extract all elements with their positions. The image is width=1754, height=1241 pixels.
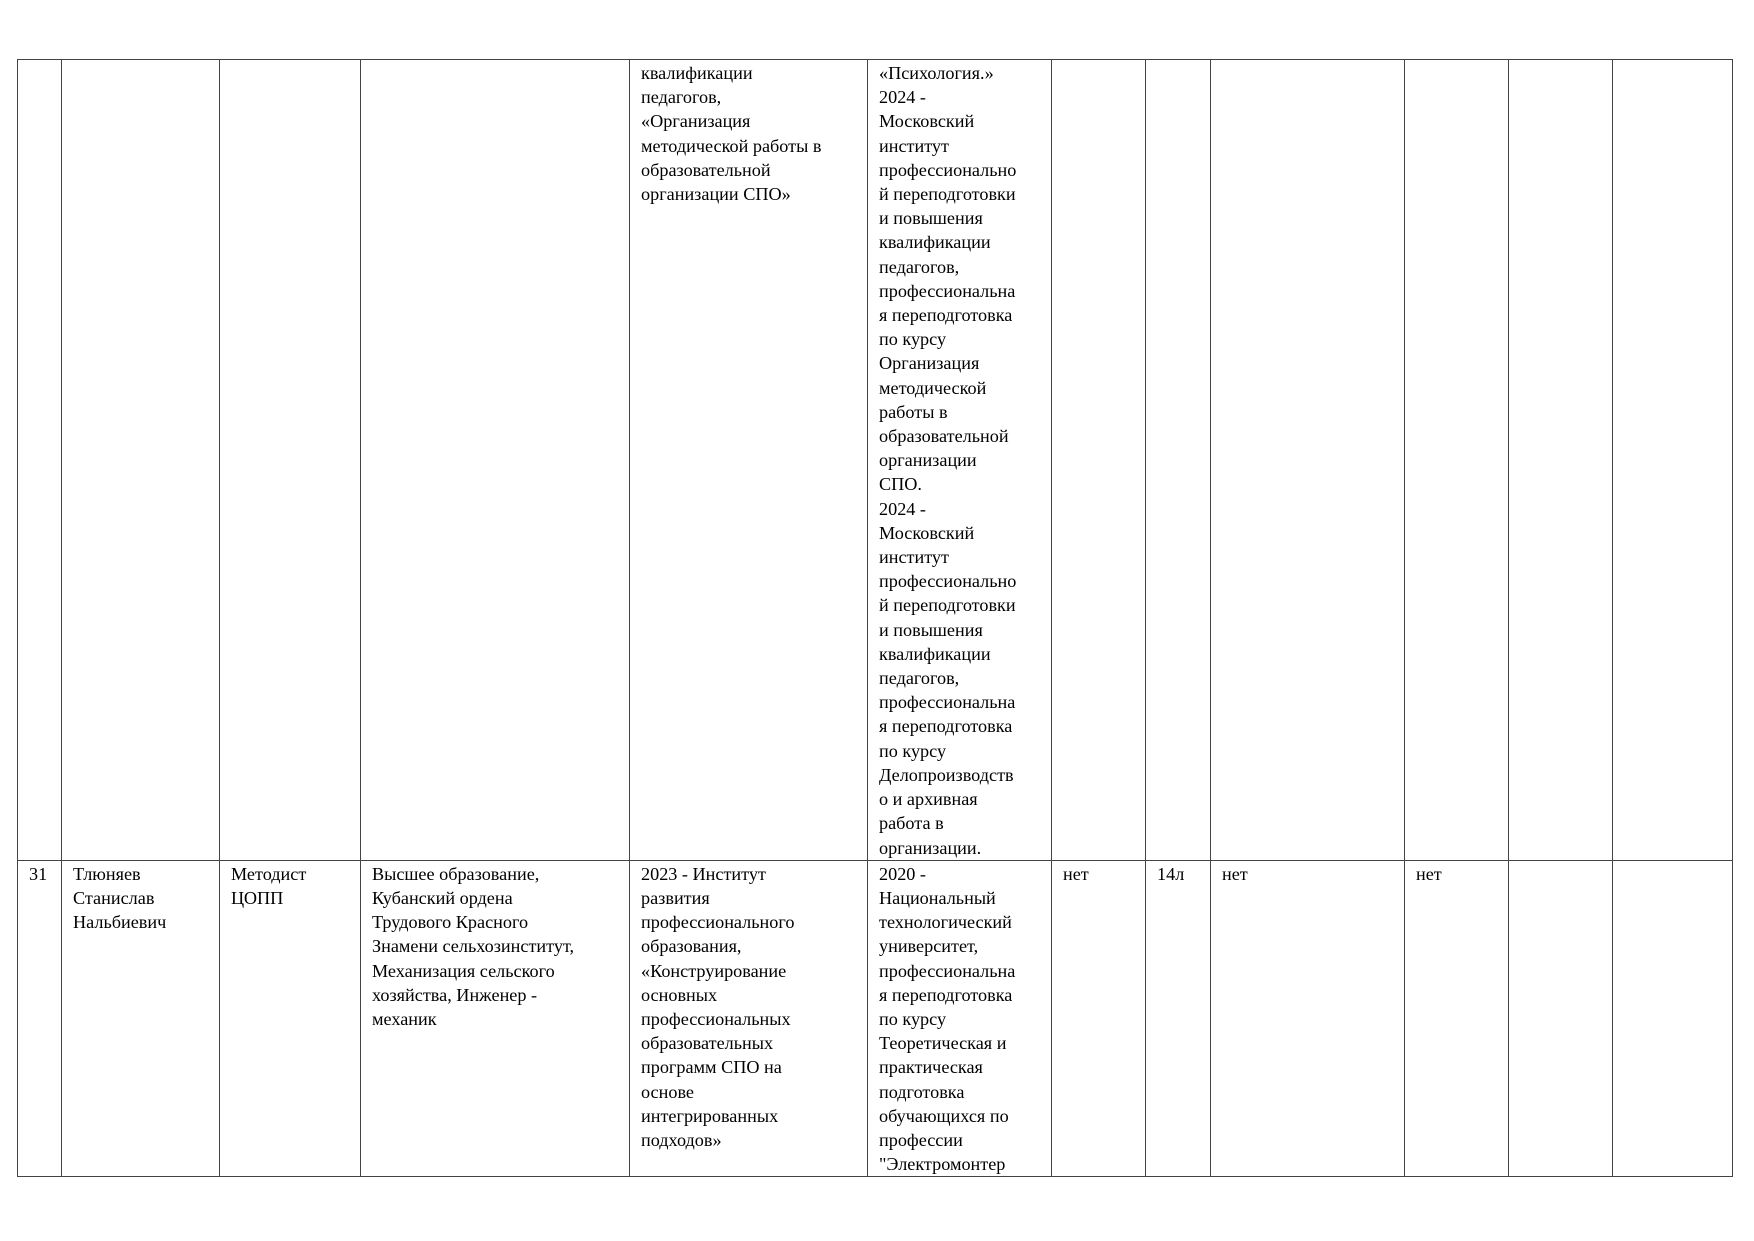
table-cell <box>1613 860 1733 1177</box>
cell-text-line: квалификации <box>641 63 753 83</box>
cell-text-line: Нальбиевич <box>73 912 167 933</box>
cell-text-line: "Электромонтер <box>879 1154 1006 1175</box>
cell-text-line: институт <box>879 547 949 568</box>
cell-text-line: по курсу <box>879 329 947 350</box>
cell-text-line: профессии <box>879 1129 963 1150</box>
cell-text-line: Национальный <box>879 887 996 908</box>
cell-text-line: Московский <box>879 522 975 543</box>
cell-text-line: профессиональна <box>879 692 1016 713</box>
table-cell <box>1509 860 1613 1177</box>
cell-text-line: профессионального <box>641 912 795 933</box>
cell-text-line: 31 <box>29 863 48 884</box>
cell-text-line: я переподготовка <box>879 305 1013 326</box>
cell-text-line: организации СПО» <box>641 184 791 205</box>
cell-text-line: интегрированных <box>641 1105 779 1126</box>
cell-text-line: 2024 - <box>879 498 926 519</box>
cell-text-line: практическая <box>879 1057 983 1078</box>
table-cell <box>361 860 630 1177</box>
table-cell <box>18 60 62 861</box>
cell-text-line: я переподготовка <box>879 716 1013 737</box>
table-cell <box>1146 60 1211 861</box>
cell-text-line: образовательной <box>879 426 1009 447</box>
cell-text-line: о и архивная <box>879 789 978 810</box>
cell-text-line: по курсу <box>879 740 947 761</box>
table-cell <box>1052 60 1146 861</box>
cell-text-line: организации <box>879 450 977 471</box>
cell-text-line: я переподготовка <box>879 984 1013 1005</box>
cell-text-line: Трудового Красного <box>372 912 529 933</box>
table-cell <box>18 860 62 1177</box>
cell-text-line: й переподготовки <box>879 595 1016 616</box>
cell-text-line: программ СПО на <box>641 1057 782 1078</box>
table-cell <box>220 60 361 861</box>
table-cell <box>1052 860 1146 1177</box>
cell-text-line: обучающихся по <box>879 1105 1009 1126</box>
cell-text-line: СПО. <box>879 474 922 495</box>
cell-text-line: Механизация сельского <box>372 960 555 981</box>
cell-text-line: ЦОПП <box>231 887 284 908</box>
cell-text-line: «Психология.» <box>879 63 994 83</box>
cell-text-line: Методист <box>231 863 307 884</box>
cell-text-line: развития <box>641 887 710 908</box>
cell-text-line: основе <box>641 1081 694 1102</box>
cell-text-line: 2024 - <box>879 87 926 108</box>
cell-text-line: квалификации <box>879 232 991 253</box>
cell-text-line: 2023 - Институт <box>641 863 766 884</box>
cell-text-line: образовательных <box>641 1033 774 1054</box>
cell-text-line: хозяйства, Инженер - <box>372 984 538 1005</box>
cell-text-line: работа в <box>879 813 944 834</box>
cell-text-line: квалификации <box>879 643 991 664</box>
cell-text-line: Делопроизводств <box>879 764 1014 785</box>
cell-text-line: профессиональных <box>641 1008 791 1029</box>
table-row-31 <box>18 860 1733 1177</box>
cell-text-line: Станислав <box>73 887 155 908</box>
table-cell <box>1613 60 1733 861</box>
cell-text-line: и повышения <box>879 619 983 640</box>
cell-text-line: профессиональна <box>879 280 1016 301</box>
table-cell <box>630 860 868 1177</box>
table-cell <box>361 60 630 861</box>
cell-text-line: Теоретическая и <box>879 1033 1007 1054</box>
cell-text-line: Высшее образование, <box>372 863 540 884</box>
cell-text-line: Тлюняев <box>73 863 141 884</box>
table-cell <box>1405 60 1509 861</box>
cell-text-line: педагогов, <box>879 256 960 277</box>
table-cell <box>220 860 361 1177</box>
cell-text-line: 14л <box>1157 863 1185 884</box>
table-cell <box>1211 860 1405 1177</box>
cell-text-line: педагогов, <box>641 87 722 108</box>
cell-text-line: Кубанский ордена <box>372 887 513 908</box>
table-cell <box>1146 860 1211 1177</box>
table-cell <box>1405 860 1509 1177</box>
cell-text-line: и повышения <box>879 208 983 229</box>
cell-text-line: технологический <box>879 912 1012 933</box>
table-cell <box>1211 60 1405 861</box>
cell-text-line: образования, <box>641 936 742 957</box>
cell-text-line: профессионально <box>879 571 1017 592</box>
cell-text-line: университет, <box>879 936 979 957</box>
cell-text-line: «Организация <box>641 111 751 132</box>
cell-text-line: Московский <box>879 111 975 132</box>
cell-text-line: подготовка <box>879 1081 965 1102</box>
cell-text-line: методической <box>879 377 987 398</box>
cell-text-line: нет <box>1063 863 1089 884</box>
cell-text-line: методической работы в <box>641 135 822 156</box>
cell-text-line: Знамени сельхозинститут, <box>372 936 575 957</box>
cell-text-line: профессионально <box>879 159 1017 180</box>
cell-text-line: нет <box>1416 863 1442 884</box>
table-cell <box>868 860 1052 1177</box>
cell-text-line: подходов» <box>641 1129 722 1150</box>
table-cell <box>62 860 220 1177</box>
cell-text-line: работы в <box>879 401 948 422</box>
cell-text-line: образовательной <box>641 159 771 180</box>
cell-text-line: педагогов, <box>879 668 960 689</box>
cell-text-line: институт <box>879 135 949 156</box>
cell-text-line: механик <box>372 1008 437 1029</box>
cell-text-line: по курсу <box>879 1008 947 1029</box>
cell-text-line: «Конструирование <box>641 960 787 981</box>
cell-text-line: профессиональна <box>879 960 1016 981</box>
table-cell <box>62 60 220 861</box>
cell-text-line: Организация <box>879 353 980 374</box>
cell-text-line: нет <box>1222 863 1248 884</box>
table-cell <box>630 60 868 861</box>
staff-qualification-table <box>17 59 1733 1177</box>
cell-text-line: основных <box>641 984 718 1005</box>
table-row-continuation <box>18 60 1733 861</box>
table-cell <box>1509 60 1613 861</box>
cell-text-line: 2020 - <box>879 863 926 884</box>
table-cell <box>868 60 1052 861</box>
cell-text-line: организации. <box>879 837 982 858</box>
cell-text-line: й переподготовки <box>879 184 1016 205</box>
